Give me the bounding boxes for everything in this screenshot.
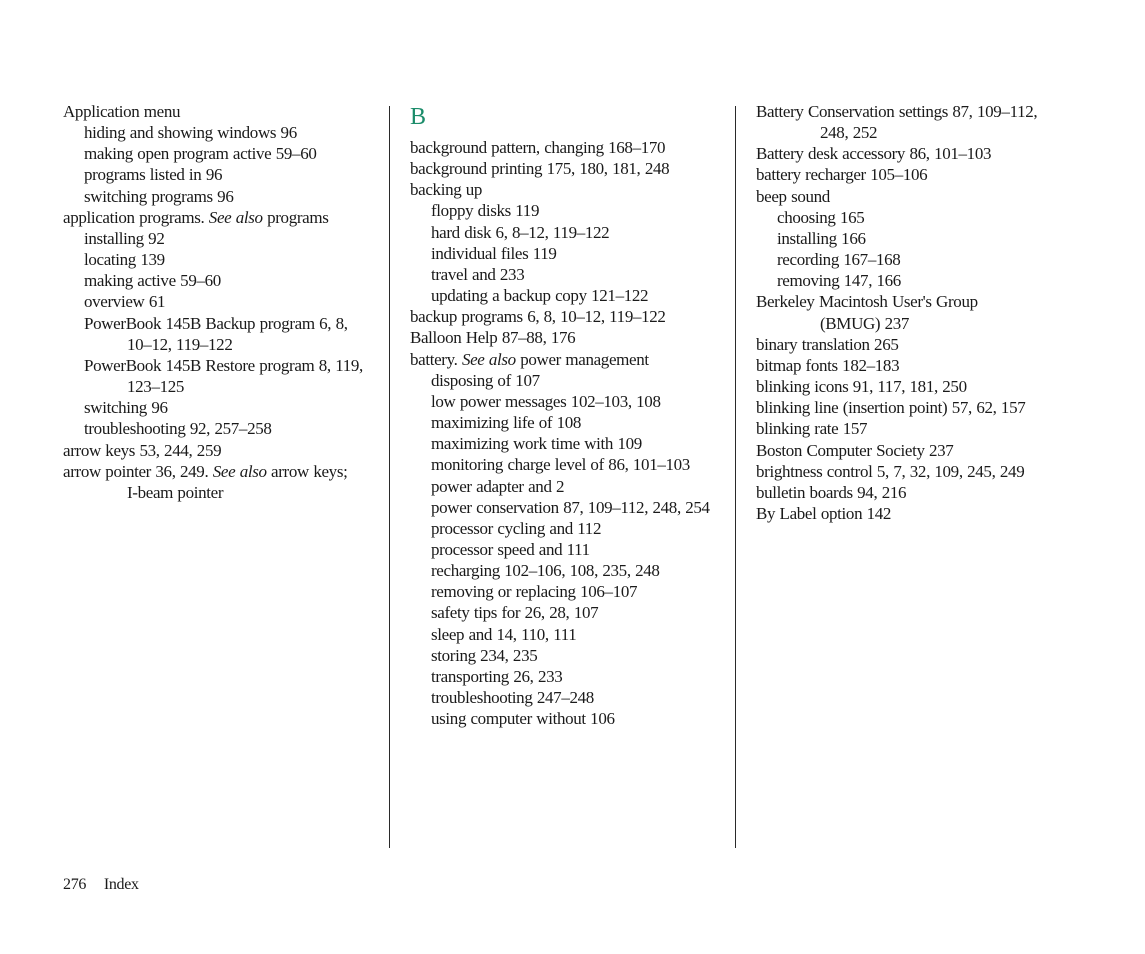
entry-line: using computer without 106 <box>431 709 615 729</box>
entry-text: programs <box>262 207 329 227</box>
page-number: 276 <box>63 876 87 893</box>
entry-line: PowerBook 145B Backup program 6, 8, <box>84 313 348 333</box>
entry-line: individual files 119 <box>431 243 557 263</box>
entry-text: application programs. <box>63 207 209 227</box>
column-divider-1 <box>389 106 390 848</box>
entry-line: background pattern, changing 168–170 <box>410 138 666 157</box>
index-entry <box>756 164 1086 185</box>
index-subentry <box>410 708 728 729</box>
index-subentry <box>63 122 381 143</box>
index-subentry <box>410 454 728 475</box>
entry-line: recharging 102–106, 108, 235, 248 <box>431 561 660 581</box>
entry-line <box>63 461 381 482</box>
index-entry <box>410 158 728 179</box>
index-entry <box>63 440 381 461</box>
entry-line: troubleshooting 92, 257–258 <box>84 419 272 439</box>
column-divider-2 <box>735 106 736 848</box>
index-subentry <box>410 581 728 602</box>
index-column-3 <box>756 101 1086 524</box>
entry-line: overview 61 <box>84 292 166 312</box>
index-subentry <box>410 476 728 497</box>
entry-line: sleep and 14, 110, 111 <box>431 624 577 644</box>
index-subentry <box>410 518 728 539</box>
index-subentry <box>63 249 381 270</box>
entry-line: Berkeley Macintosh User's Group <box>756 292 978 312</box>
entry-continuation-line: 123–125 <box>127 377 185 397</box>
entry-line: bitmap fonts 182–183 <box>756 355 900 375</box>
index-subentry <box>410 222 728 243</box>
footer-section-title: Index <box>103 876 139 893</box>
index-entry <box>756 143 1086 164</box>
entry-line: installing 166 <box>777 228 866 248</box>
entry-line: updating a backup copy 121–122 <box>431 286 649 306</box>
entry-line: making open program active 59–60 <box>84 144 317 164</box>
entry-line: recording 167–168 <box>777 250 901 270</box>
index-entry <box>756 461 1086 482</box>
entry-line: By Label option 142 <box>756 503 892 523</box>
index-subentry <box>756 249 1086 270</box>
entry-line: Battery Conservation settings 87, 109–112, <box>756 102 1038 121</box>
index-subentry <box>410 285 728 306</box>
index-subentry <box>63 270 381 291</box>
entry-line: floppy disks 119 <box>431 201 540 221</box>
entry-line: installing 92 <box>84 228 165 248</box>
entry-line: safety tips for 26, 28, 107 <box>431 603 599 623</box>
index-subentry <box>410 624 728 645</box>
entry-line: blinking line (insertion point) 57, 62, 157 <box>756 398 1026 418</box>
index-subentry <box>756 270 1086 291</box>
see-also-reference: See also <box>212 461 267 481</box>
index-entry <box>756 101 1086 143</box>
entry-line: brightness control 5, 7, 32, 109, 245, 249 <box>756 461 1025 481</box>
entry-line <box>63 207 381 228</box>
index-subentry <box>63 418 381 439</box>
index-subentry <box>756 207 1086 228</box>
entry-text: arrow pointer 36, 249. <box>63 461 213 481</box>
index-entry <box>756 355 1086 376</box>
entry-line: removing 147, 166 <box>777 271 901 291</box>
entry-line: removing or replacing 106–107 <box>431 582 638 602</box>
index-column-1 <box>63 101 381 503</box>
entry-continuation-line: 10–12, 119–122 <box>127 334 233 354</box>
entry-continuation-line: 248, 252 <box>820 123 878 143</box>
entry-line: bulletin boards 94, 216 <box>756 482 907 502</box>
entry-line: background printing 175, 180, 181, 248 <box>410 159 670 179</box>
entry-line: binary translation 265 <box>756 334 899 354</box>
index-subentry <box>410 200 728 221</box>
entry-line: hiding and showing windows 96 <box>84 123 297 143</box>
entry-text: power management <box>515 349 649 369</box>
index-entry <box>410 327 728 348</box>
index-column-2 <box>410 101 728 729</box>
entry-continuation-line: I-beam pointer <box>127 482 224 502</box>
index-entry <box>63 207 381 228</box>
index-entry <box>756 334 1086 355</box>
index-entry <box>410 137 728 158</box>
index-entry <box>63 101 381 122</box>
index-entry <box>756 482 1086 503</box>
see-also-reference: See also <box>208 207 263 227</box>
entry-line: troubleshooting 247–248 <box>431 688 594 708</box>
index-subentry <box>410 560 728 581</box>
entry-line: maximizing life of 108 <box>431 413 582 433</box>
index-subentry <box>63 143 381 164</box>
entry-line: power adapter and 2 <box>431 476 565 496</box>
entry-line <box>410 349 728 370</box>
index-entry <box>756 503 1086 524</box>
entry-line: programs listed in 96 <box>84 165 223 185</box>
entry-text: arrow keys; <box>266 461 348 481</box>
entry-line: choosing 165 <box>777 207 865 227</box>
index-entry <box>756 376 1086 397</box>
index-subentry <box>410 645 728 666</box>
see-also-reference: See also <box>461 349 516 369</box>
entry-line: arrow keys 53, 244, 259 <box>63 440 222 460</box>
index-subentry <box>410 666 728 687</box>
entry-line: disposing of 107 <box>431 370 540 390</box>
index-subentry <box>63 397 381 418</box>
index-subentry <box>63 291 381 312</box>
entry-line: hard disk 6, 8–12, 119–122 <box>431 222 610 242</box>
entry-line: processor speed and 111 <box>431 539 590 559</box>
index-subentry <box>63 313 381 355</box>
entry-line: maximizing work time with 109 <box>431 434 642 454</box>
index-subentry <box>63 228 381 249</box>
index-subentry <box>410 497 728 518</box>
entry-line: making active 59–60 <box>84 271 221 291</box>
index-entry <box>756 397 1086 418</box>
entry-line: storing 234, 235 <box>431 645 538 665</box>
entry-continuation-line: (BMUG) 237 <box>820 313 910 333</box>
entry-line: beep sound <box>756 186 830 206</box>
entry-line: PowerBook 145B Restore program 8, 119, <box>84 355 363 375</box>
index-subentry <box>410 412 728 433</box>
entry-line: monitoring charge level of 86, 101–103 <box>431 455 690 475</box>
index-entry <box>410 306 728 327</box>
index-subentry <box>410 264 728 285</box>
entry-line: transporting 26, 233 <box>431 666 563 686</box>
section-letter: B <box>410 104 427 130</box>
entry-line: processor cycling and 112 <box>431 518 602 538</box>
index-entry <box>410 179 728 200</box>
index-subentry <box>410 243 728 264</box>
entry-line: travel and 233 <box>431 264 525 284</box>
entry-line: switching 96 <box>84 398 168 418</box>
index-entry <box>756 418 1086 439</box>
entry-line: battery recharger 105–106 <box>756 165 928 185</box>
entry-line: Balloon Help 87–88, 176 <box>410 328 576 348</box>
index-subentry <box>410 370 728 391</box>
index-subentry <box>410 687 728 708</box>
entry-line: backup programs 6, 8, 10–12, 119–122 <box>410 307 666 327</box>
index-entry <box>63 461 381 503</box>
index-subentry <box>63 164 381 185</box>
entry-line: locating 139 <box>84 250 165 270</box>
index-subentry <box>63 186 381 207</box>
index-entry <box>756 291 1086 333</box>
entry-line: Boston Computer Society 237 <box>756 440 954 460</box>
entry-line: switching programs 96 <box>84 186 234 206</box>
index-subentry <box>410 433 728 454</box>
entry-line: backing up <box>410 180 483 200</box>
index-subentry <box>756 228 1086 249</box>
entry-line: blinking icons 91, 117, 181, 250 <box>756 377 967 397</box>
index-entry <box>756 186 1086 207</box>
entry-line: power conservation 87, 109–112, 248, 254 <box>431 497 710 517</box>
index-entry <box>410 349 728 370</box>
entry-line: low power messages 102–103, 108 <box>431 391 661 411</box>
entry-line: Application menu <box>63 102 181 121</box>
page-footer <box>63 876 139 894</box>
index-subentry <box>410 602 728 623</box>
index-subentry <box>410 391 728 412</box>
index-subentry <box>410 539 728 560</box>
index-entry <box>756 440 1086 461</box>
entry-line: Battery desk accessory 86, 101–103 <box>756 144 992 164</box>
index-subentry <box>63 355 381 397</box>
entry-text: battery. <box>410 349 462 369</box>
entry-line: blinking rate 157 <box>756 419 868 439</box>
